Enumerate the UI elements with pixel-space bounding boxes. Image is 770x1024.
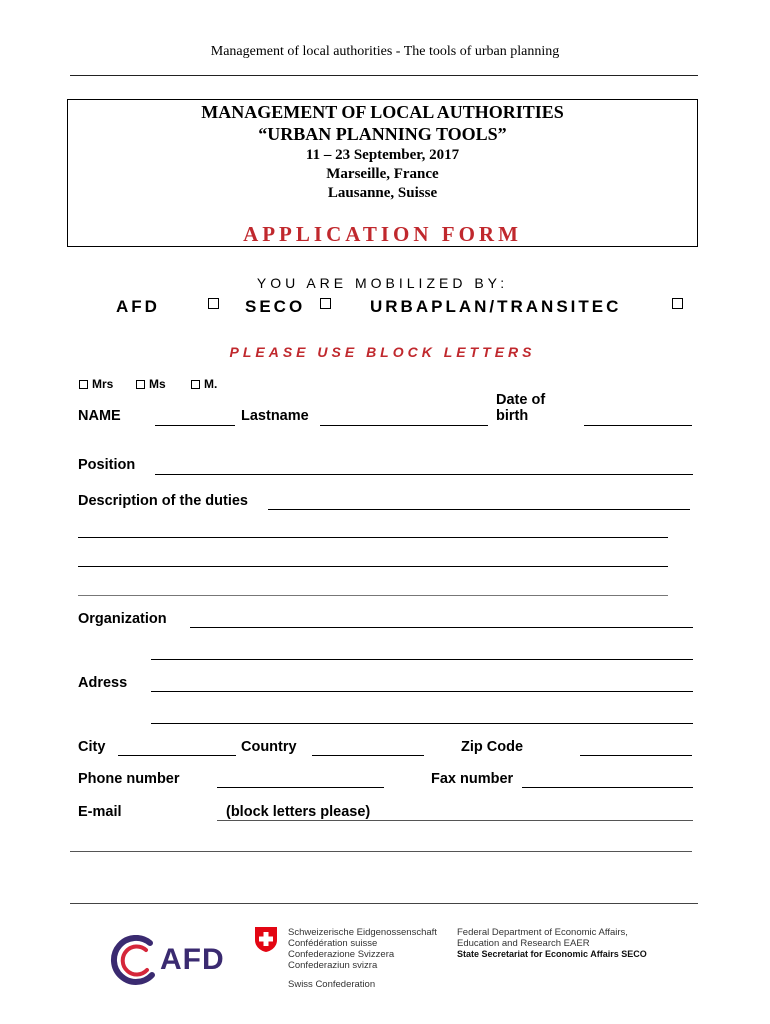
salutation-m-label: M. bbox=[204, 377, 218, 391]
lastname-label: Lastname bbox=[241, 408, 309, 424]
email-hint: (block letters please) bbox=[226, 804, 371, 820]
country-field[interactable] bbox=[312, 755, 424, 756]
salutation-m-checkbox[interactable] bbox=[191, 380, 200, 389]
dept-line-1: Federal Department of Economic Affairs, bbox=[457, 927, 628, 938]
city-field[interactable] bbox=[118, 755, 236, 756]
lastname-field[interactable] bbox=[320, 425, 488, 426]
event-title-line1: MANAGEMENT OF LOCAL AUTHORITIES bbox=[201, 102, 564, 122]
swiss-line-3: Confederazione Svizzera bbox=[288, 949, 395, 960]
block-letters-instruction: PLEASE USE BLOCK LETTERS bbox=[229, 344, 536, 360]
header-rule bbox=[70, 75, 698, 76]
email-label: E-mail bbox=[78, 804, 122, 820]
address-field-1[interactable] bbox=[151, 691, 693, 692]
name-field[interactable] bbox=[155, 425, 235, 426]
phone-label: Phone number bbox=[78, 771, 180, 787]
duties-label: Description of the duties bbox=[78, 493, 248, 509]
option-urbaplan-checkbox[interactable] bbox=[672, 298, 683, 309]
name-label: NAME bbox=[78, 408, 121, 424]
extra-line[interactable] bbox=[70, 851, 692, 852]
event-dates: 11 – 23 September, 2017 bbox=[305, 147, 460, 163]
swiss-confederation: Swiss Confederation bbox=[288, 979, 376, 990]
seco-line: State Secretariat for Economic Affairs SECO bbox=[457, 949, 647, 959]
dob-label-line2: birth bbox=[496, 408, 529, 424]
organization-field-2[interactable] bbox=[151, 659, 693, 660]
event-title-line2: “URBAN PLANNING TOOLS” bbox=[258, 124, 507, 144]
swiss-line-2: Confédération suisse bbox=[288, 938, 378, 949]
swiss-line-4: Confederaziun svizra bbox=[288, 960, 378, 971]
fax-label: Fax number bbox=[431, 771, 514, 787]
salutation-mrs-checkbox[interactable] bbox=[79, 380, 88, 389]
organization-field-1[interactable] bbox=[190, 627, 693, 628]
dob-field[interactable] bbox=[584, 425, 692, 426]
option-afd-checkbox[interactable] bbox=[208, 298, 219, 309]
salutation-ms-label: Ms bbox=[149, 377, 166, 391]
zip-label: Zip Code bbox=[461, 739, 524, 755]
afd-logo-mark bbox=[110, 935, 158, 985]
address-field-2[interactable] bbox=[151, 723, 693, 724]
duties-field-3[interactable] bbox=[78, 566, 668, 567]
mobilized-heading: YOU ARE MOBILIZED BY: bbox=[256, 275, 509, 291]
event-location-1: Marseille, France bbox=[326, 166, 439, 182]
dob-label-line1: Date of bbox=[496, 392, 546, 408]
option-urbaplan-label: URBAPLAN/TRANSITEC bbox=[370, 297, 622, 316]
afd-logo bbox=[110, 935, 240, 985]
position-field[interactable] bbox=[155, 474, 693, 475]
address-label: Adress bbox=[78, 675, 128, 691]
form-title: APPLICATION FORM bbox=[243, 222, 522, 246]
option-afd-label: AFD bbox=[116, 297, 160, 316]
running-header: Management of local authorities - The tools of urban planning bbox=[210, 44, 560, 59]
country-label: Country bbox=[241, 739, 297, 755]
duties-field-2[interactable] bbox=[78, 537, 668, 538]
email-field[interactable] bbox=[217, 820, 693, 821]
fax-field[interactable] bbox=[522, 787, 693, 788]
swiss-cross-icon bbox=[254, 926, 278, 953]
footer-rule bbox=[70, 903, 698, 904]
dept-line-2: Education and Research EAER bbox=[457, 938, 590, 949]
phone-field[interactable] bbox=[217, 787, 384, 788]
event-location-2: Lausanne, Suisse bbox=[327, 185, 438, 201]
duties-field-4[interactable] bbox=[78, 595, 668, 596]
position-label: Position bbox=[78, 457, 136, 473]
duties-field-1[interactable] bbox=[268, 509, 690, 510]
salutation-mrs-label: Mrs bbox=[92, 377, 114, 391]
afd-logo-text: AFD bbox=[160, 943, 225, 976]
zip-field[interactable] bbox=[580, 755, 692, 756]
option-seco-checkbox[interactable] bbox=[320, 298, 331, 309]
city-label: City bbox=[78, 739, 106, 755]
organization-label: Organization bbox=[78, 611, 167, 627]
option-seco-label: SECO bbox=[245, 297, 306, 316]
salutation-ms-checkbox[interactable] bbox=[136, 380, 145, 389]
swiss-line-1: Schweizerische Eidgenossenschaft bbox=[288, 927, 437, 938]
